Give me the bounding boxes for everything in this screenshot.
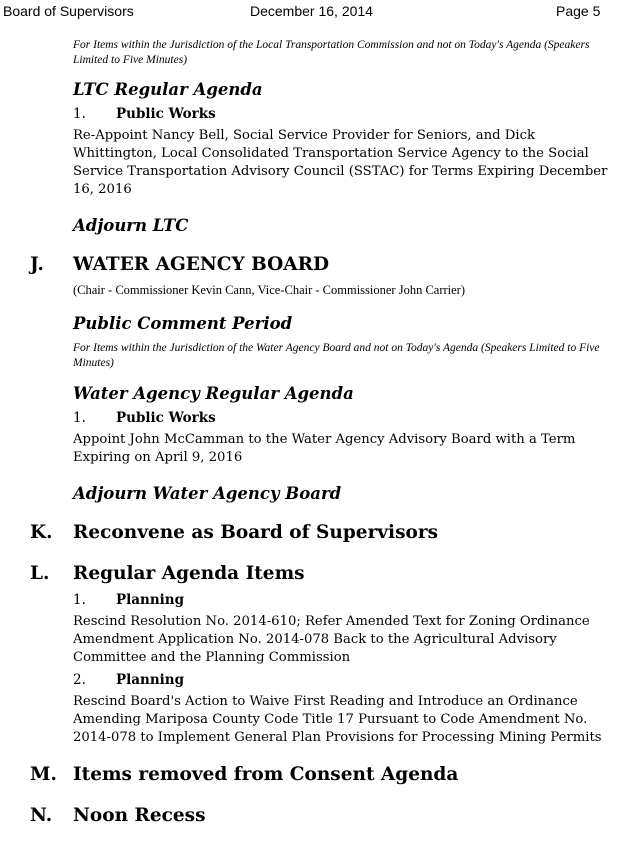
ltc-regular-agenda-heading: LTC Regular Agenda [73, 80, 263, 99]
water-comment-note: For Items within the Jurisdiction of the Water Agency Board and not on Today's Agenda (Speakers Limited to Five Minutes) [73, 342, 600, 369]
ltc-item-category: Public Works [116, 106, 216, 122]
section-k-title: Reconvene as Board of Supervisors [73, 522, 439, 543]
water-adjourn-heading: Adjourn Water Agency Board [73, 484, 342, 503]
section-l-letter: L. [30, 563, 50, 584]
ltc-item-text: Re-Appoint Nancy Bell, Social Service Provider for Seniors, and Dick Whittington, Local Consolidated Transportation Service Agency to the Social Service Transportation Advisory Council (SSTAC) for Terms Expiring December 16, 2016 [73, 128, 608, 197]
regular-item-1-text: Rescind Resolution No. 2014-610; Refer Amended Text for Zoning Ordinance Amendment Application No. 2014-078 Back to the Agricultural Advisory Committee and the Planning Commission [73, 614, 590, 665]
water-regular-agenda-heading: Water Agency Regular Agenda [73, 384, 354, 403]
section-j-chairs: (Chair - Commissioner Kevin Cann, Vice-Chair - Commissioner John Carrier) [73, 283, 466, 297]
regular-item-2-text: Rescind Board's Action to Waive First Reading and Introduce an Ordinance Amending Mariposa County Code Title 17 Pursuant to Code Amendment No. 2014-078 to Implement General Plan Provisions for Processing Mining Permits [73, 694, 602, 745]
section-l-title: Regular Agenda Items [73, 563, 305, 584]
section-m-letter: M. [30, 764, 57, 785]
header-page-number: Page 5 [556, 3, 601, 19]
water-item-text: Appoint John McCamman to the Water Agency Advisory Board with a Term Expiring on April 9, 2016 [73, 432, 576, 465]
regular-item-1-category: Planning [116, 592, 185, 608]
ltc-comment-note: For Items within the Jurisdiction of the Local Transportation Commission and not on Today's Agenda (Speakers Limited to Five Minutes) [73, 39, 590, 66]
section-k-letter: K. [30, 522, 53, 543]
section-n-title: Noon Recess [73, 805, 206, 826]
header-date: December 16, 2014 [250, 3, 373, 19]
section-n-letter: N. [30, 805, 53, 826]
regular-item-1-number: 1. [73, 592, 86, 608]
water-item-number: 1. [73, 410, 86, 426]
regular-item-2-category: Planning [116, 672, 185, 688]
water-public-comment-heading: Public Comment Period [73, 314, 293, 333]
section-m-title: Items removed from Consent Agenda [73, 764, 459, 785]
section-j-letter: J. [30, 254, 44, 275]
section-j-title: WATER AGENCY BOARD [73, 254, 330, 275]
ltc-adjourn-heading: Adjourn LTC [73, 216, 189, 235]
ltc-item-number: 1. [73, 106, 86, 122]
header-board-name: Board of Supervisors [3, 3, 134, 19]
water-item-category: Public Works [116, 410, 216, 426]
regular-item-2-number: 2. [73, 672, 86, 688]
